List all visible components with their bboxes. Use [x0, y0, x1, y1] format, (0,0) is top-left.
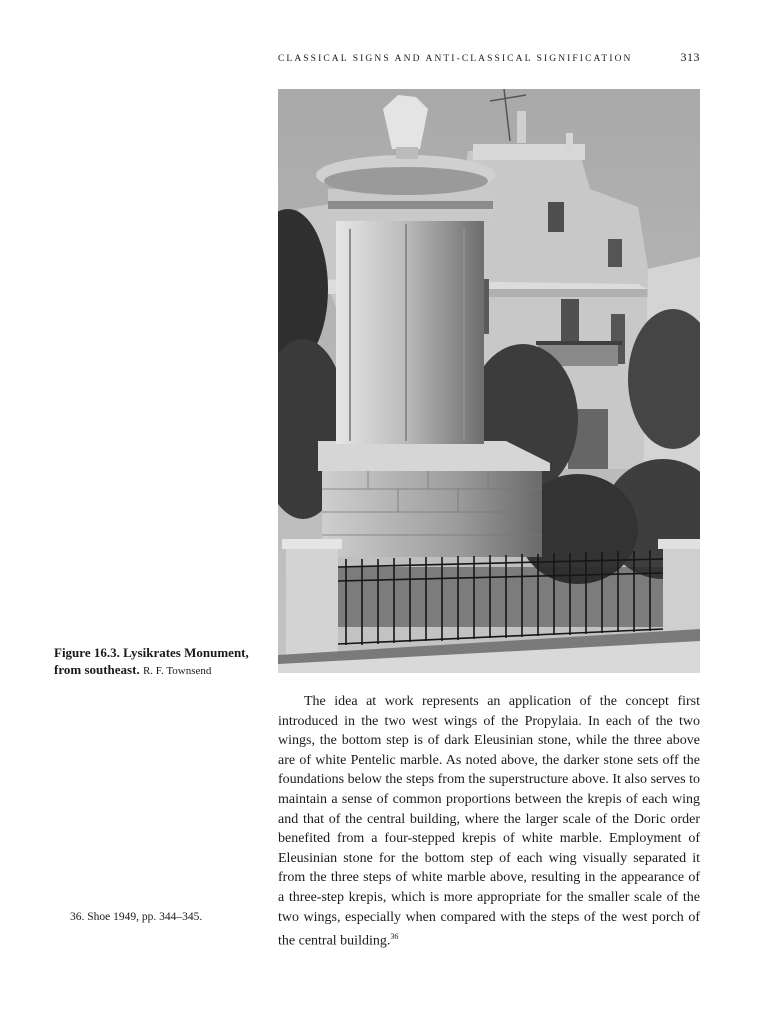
body-paragraph [278, 692, 700, 951]
body-paragraph-text: The idea at work represents an application of the concept first introduced in the two west wings of the Propylaia. In each of the two wings, the bottom step is of dark Eleusinian stone, while the three above are of white Pentelic marble. As noted above, the darker stone sets off the foundations below the steps from the superstructure above. It also serves to maintain a sense of common proportions between the krepis of each wing and that of the central building, where the larger scale of the Doric order benefited from a four-stepped krepis of white marble. Employment of Eleusinian stone for the bottom step of each wing visually separated it from the three steps of white marble above, resulting in the appearance of a three-step krepis, which is more appropriate for the smaller scale of the two wings, especially when compared with the steps of the west porch of the central building. [278, 694, 700, 949]
footnote-reference[interactable]: 36 [390, 932, 399, 942]
running-head [278, 50, 700, 65]
figure-credit: R. F. Townsend [142, 665, 212, 677]
figure-caption-title: Figure 16.3. Lysikrates Monument, from southeast. [54, 645, 249, 677]
running-title: CLASSICAL SIGNS AND ANTI-CLASSICAL SIGNIFICATION [278, 54, 633, 64]
figure-photo-lysikrates-monument [278, 89, 700, 673]
page-number: 313 [680, 50, 700, 64]
figure-caption [54, 644, 259, 680]
footnote: 36. Shoe 1949, pp. 344–345. [70, 911, 203, 923]
